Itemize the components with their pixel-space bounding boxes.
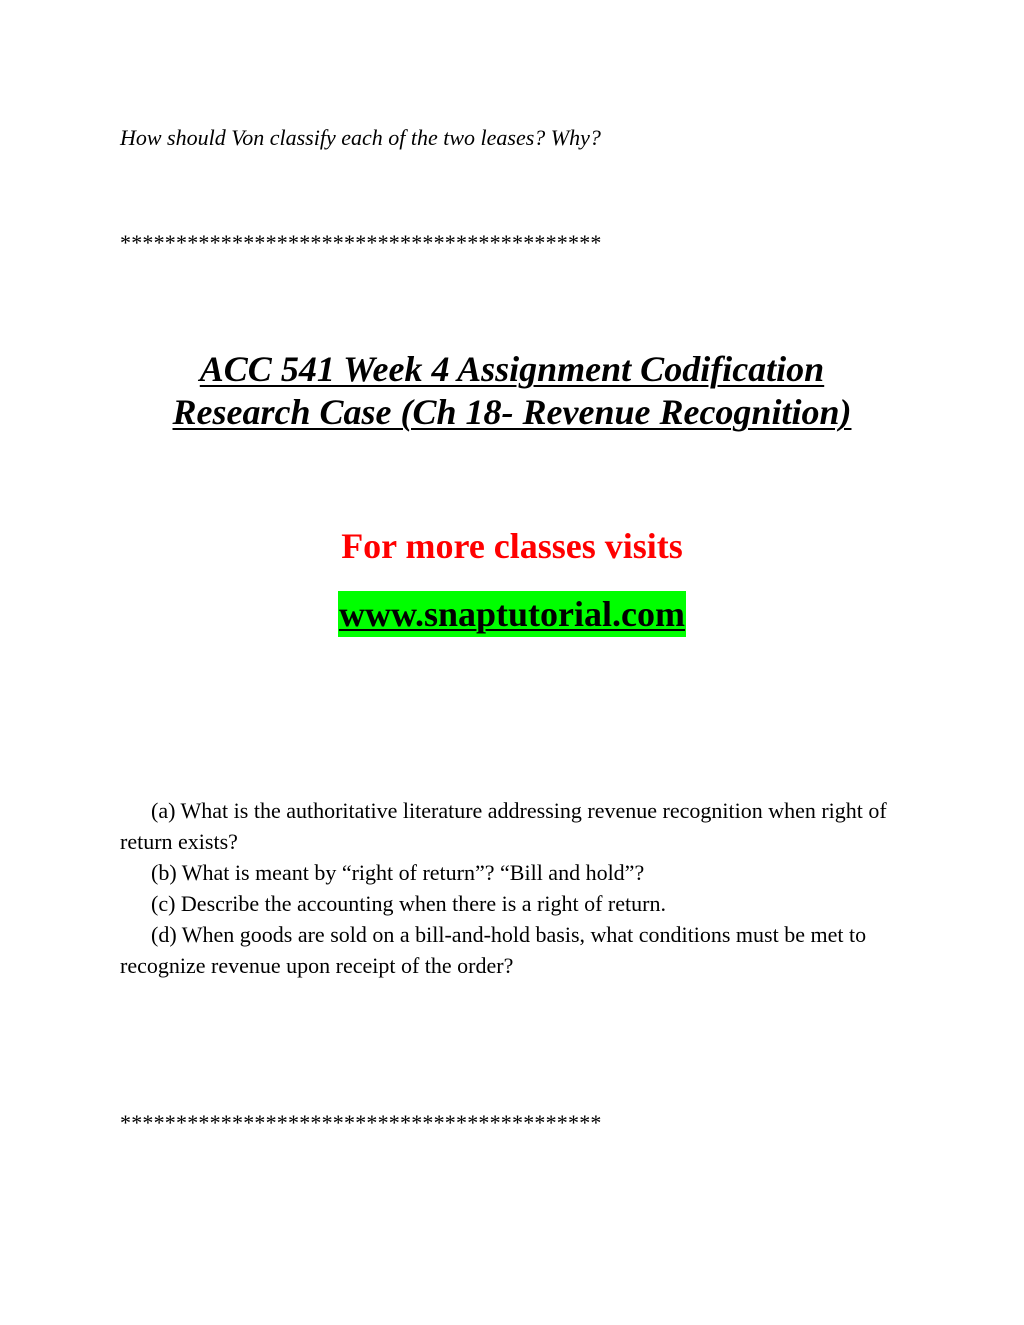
- separator-top: *******************************************: [120, 230, 602, 255]
- assignment-title-line-2: Research Case (Ch 18- Revenue Recognition): [172, 392, 852, 432]
- assignment-title-line-1: ACC 541 Week 4 Assignment Codification: [199, 349, 825, 389]
- question-b: (b) What is meant by “right of return”? “Bill and hold”?: [151, 860, 645, 885]
- question-c: (c) Describe the accounting when there is a right of return.: [151, 891, 666, 916]
- website-link[interactable]: www.snaptutorial.com: [338, 591, 686, 637]
- intro-question: How should Von classify each of the two leases? Why?: [120, 125, 601, 150]
- separator-bottom: *******************************************: [120, 1110, 602, 1135]
- question-list: [120, 795, 910, 981]
- question-d: (d) When goods are sold on a bill-and-hold basis, what conditions must be met to recognize revenue upon receipt of the order?: [120, 922, 867, 978]
- question-a: (a) What is the authoritative literature addressing revenue recognition when right of return exists?: [120, 798, 887, 854]
- assignment-title: [100, 348, 924, 434]
- promo-text: For more classes visits: [341, 526, 683, 566]
- website-container: [100, 591, 924, 637]
